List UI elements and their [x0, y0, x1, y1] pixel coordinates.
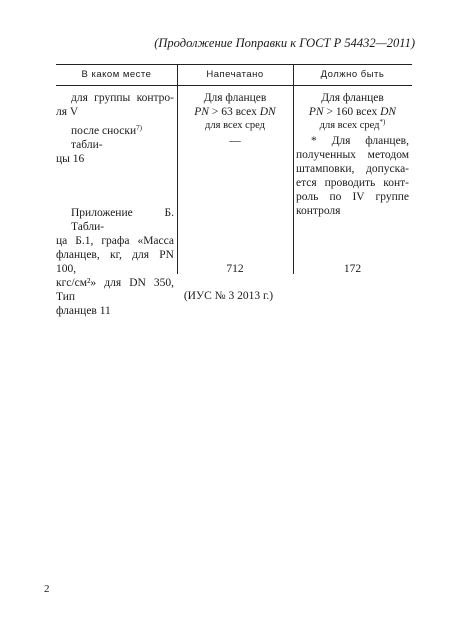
row2-should — [296, 134, 409, 218]
row1-should-footnote-mark: *) — [379, 118, 386, 126]
ius-reference: (ИУС № 3 2013 г.) — [183, 290, 274, 302]
row1-should-mid: > 160 всех — [323, 106, 381, 118]
table-top-rule — [56, 64, 412, 65]
row2-place-tail: табли- — [71, 139, 103, 151]
row1-printed — [177, 91, 293, 133]
row2-place-footnote: 7) — [136, 124, 142, 132]
row3-printed: 712 — [226, 263, 244, 275]
row1-printed-dn: DN — [259, 106, 276, 118]
row1-should-line3 — [296, 119, 409, 133]
row1-should-pn: PN — [308, 106, 324, 118]
row2-place-line2: цы 16 — [56, 153, 85, 165]
row1-printed-mid: > 63 всех — [208, 106, 260, 118]
row1-place-line1: для группы контро- — [71, 92, 174, 104]
row3-place-line5: фланцев 11 — [56, 305, 111, 317]
row2-printed: — — [229, 135, 241, 147]
row2-should-line5: роль по IV группе — [296, 191, 409, 203]
row2-place — [56, 124, 174, 166]
row1-printed-line2 — [177, 105, 293, 119]
row2-should-line4: ется проводить конт- — [296, 177, 409, 189]
row2-should-line2: полученных методом — [296, 149, 409, 161]
row2-should-line3: штамповки, допуска- — [296, 163, 409, 175]
row1-printed-line1: Для фланцев — [203, 92, 267, 104]
page-number: 2 — [44, 583, 50, 595]
row3-place-line2: ца Б.1, графа «Масса — [56, 235, 174, 247]
row2-place-line1 — [56, 124, 174, 152]
row3-place-line4: кгс/см²» для DN 350, Тип — [56, 277, 174, 303]
row2-should-line1: * Для фланцев, — [311, 135, 409, 147]
column-header-printed: Напечатано — [206, 69, 264, 80]
row1-should-line1: Для фланцев — [321, 92, 384, 104]
column-divider-2 — [293, 64, 294, 274]
row1-place-line2: ля V — [56, 106, 79, 118]
row3-should: 172 — [343, 263, 362, 275]
table-header-rule — [56, 85, 412, 86]
row1-place — [56, 91, 174, 119]
column-header-should: Должно быть — [320, 69, 385, 80]
row2-place-text: после сноски — [71, 125, 137, 137]
row1-printed-line3: для всех сред — [205, 120, 265, 131]
row3-place-line3: фланцев, кг, для PN 100, — [56, 249, 174, 275]
row1-should — [296, 91, 409, 133]
row2-should-line6: контроля — [296, 205, 341, 217]
row1-printed-pn: PN — [194, 106, 209, 118]
row1-should-line3-text: для всех сред — [319, 120, 380, 131]
row3-place-line1: Приложение Б. Табли- — [71, 207, 174, 233]
document-header: (Продолжение Поправки к ГОСТ Р 54432—2011) — [154, 36, 415, 50]
row1-should-dn: DN — [380, 106, 397, 118]
row1-should-line2 — [296, 105, 409, 119]
column-header-place: В каком месте — [81, 69, 152, 80]
